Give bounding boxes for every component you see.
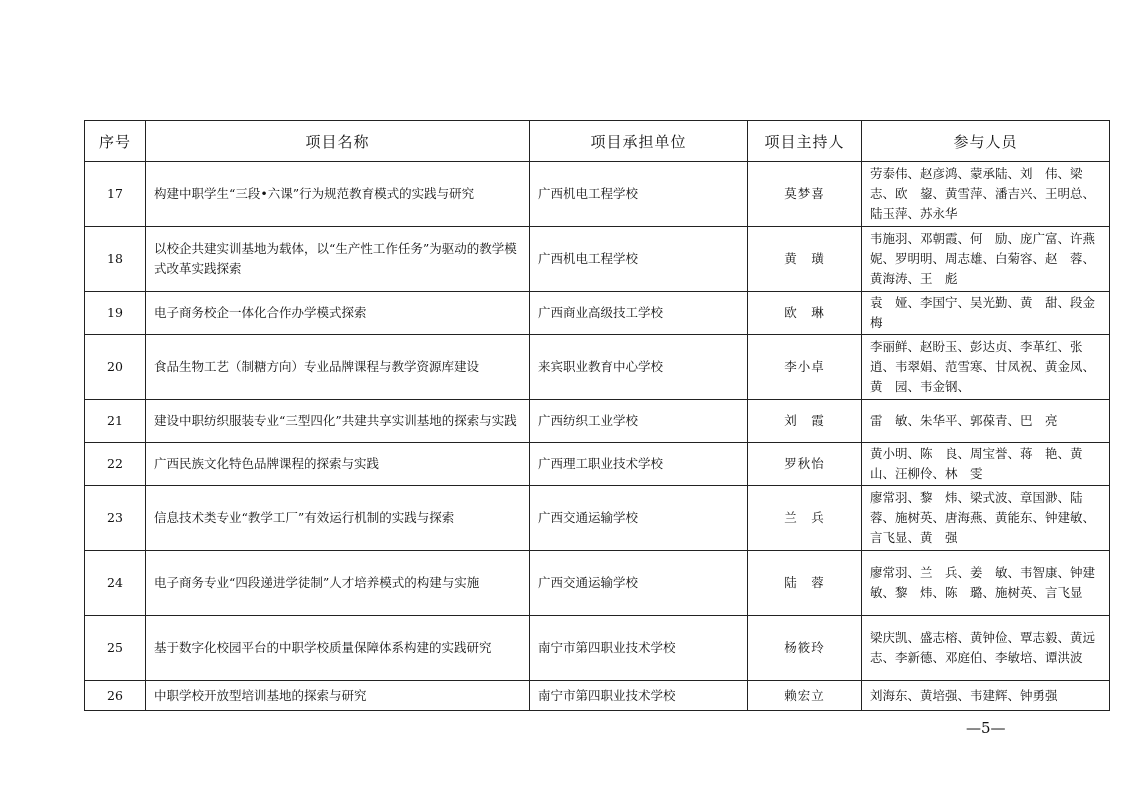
- row-participants: 李丽鲜、赵盼玉、彭达贞、李革红、张 逍、韦翠娟、范雪寒、甘凤祝、黄金凤、黄 园、韦金钢、: [862, 335, 1110, 400]
- table-row: [85, 616, 1110, 681]
- row-seq: 20: [85, 335, 146, 400]
- row-host: 莫梦喜: [748, 162, 862, 227]
- row-participants: 韦施羽、邓朝霞、何 励、庞广富、许燕妮、罗明明、周志雄、白菊容、赵 蓉、黄海涛、王 彪: [862, 227, 1110, 292]
- row-host: 杨筱玲: [748, 616, 862, 681]
- row-host: 罗秋怡: [748, 443, 862, 486]
- row-host: 欧 琳: [748, 292, 862, 335]
- project-table: [84, 120, 1110, 711]
- header-participants: 参与人员: [862, 121, 1110, 162]
- row-seq: 26: [85, 681, 146, 711]
- table-row: [85, 227, 1110, 292]
- row-host: 刘 霞: [748, 400, 862, 443]
- row-participants: 袁 娅、李国宁、吴光勤、黄 甜、段金梅: [862, 292, 1110, 335]
- header-unit: 项目承担单位: [530, 121, 748, 162]
- row-unit: 广西交通运输学校: [530, 486, 748, 551]
- row-host: 赖宏立: [748, 681, 862, 711]
- header-project-name: 项目名称: [146, 121, 530, 162]
- row-unit: 广西机电工程学校: [530, 162, 748, 227]
- row-project-name: 构建中职学生“三段•六课”行为规范教育模式的实践与研究: [146, 162, 530, 227]
- row-project-name: 基于数字化校园平台的中职学校质量保障体系构建的实践研究: [146, 616, 530, 681]
- row-participants: 劳泰伟、赵彦鸿、蒙承陆、刘 伟、梁 志、欧 鋆、黄雪萍、潘吉兴、王明总、陆玉萍、苏永华: [862, 162, 1110, 227]
- row-participants: 廖常羽、黎 炜、梁式波、章国渺、陆 蓉、施树英、唐海燕、黄能东、钟建敏、言飞显、黄 强: [862, 486, 1110, 551]
- row-seq: 22: [85, 443, 146, 486]
- row-project-name: 广西民族文化特色品牌课程的探索与实践: [146, 443, 530, 486]
- row-unit: 广西机电工程学校: [530, 227, 748, 292]
- row-participants: 廖常羽、兰 兵、姜 敏、韦智康、钟建敏、黎 炜、陈 璐、施树英、言飞显: [862, 551, 1110, 616]
- row-unit: 广西理工职业技术学校: [530, 443, 748, 486]
- row-host: 李小卓: [748, 335, 862, 400]
- table-row: [85, 486, 1110, 551]
- header-seq: 序号: [85, 121, 146, 162]
- row-seq: 17: [85, 162, 146, 227]
- page-number: —5—: [966, 719, 1006, 737]
- header-host: 项目主持人: [748, 121, 862, 162]
- table-row: [85, 162, 1110, 227]
- row-host: 陆 蓉: [748, 551, 862, 616]
- table-row: [85, 292, 1110, 335]
- row-project-name: 信息技术类专业“教学工厂”有效运行机制的实践与探索: [146, 486, 530, 551]
- row-seq: 19: [85, 292, 146, 335]
- row-project-name: 建设中职纺织服装专业“三型四化”共建共享实训基地的探索与实践: [146, 400, 530, 443]
- row-seq: 23: [85, 486, 146, 551]
- table-row: [85, 400, 1110, 443]
- row-project-name: 食品生物工艺（制糖方向）专业品牌课程与教学资源库建设: [146, 335, 530, 400]
- row-project-name: 电子商务校企一体化合作办学模式探索: [146, 292, 530, 335]
- row-unit: 广西商业高级技工学校: [530, 292, 748, 335]
- table-row: [85, 443, 1110, 486]
- row-project-name: 以校企共建实训基地为载体，以“生产性工作任务”为驱动的教学模式改革实践探索: [146, 227, 530, 292]
- row-seq: 21: [85, 400, 146, 443]
- row-project-name: 电子商务专业“四段递进学徒制”人才培养模式的构建与实施: [146, 551, 530, 616]
- row-seq: 25: [85, 616, 146, 681]
- row-seq: 24: [85, 551, 146, 616]
- table-row: [85, 551, 1110, 616]
- row-participants: 黄小明、陈 良、周宝誉、蒋 艳、黄 山、汪柳伶、林 雯: [862, 443, 1110, 486]
- table-row: [85, 335, 1110, 400]
- table-header-row: [85, 121, 1110, 162]
- row-seq: 18: [85, 227, 146, 292]
- row-project-name: 中职学校开放型培训基地的探索与研究: [146, 681, 530, 711]
- row-host: 黄 璜: [748, 227, 862, 292]
- row-participants: 梁庆凯、盛志榕、黄钟俭、覃志毅、黄远志、李新德、邓庭伯、李敏培、谭洪波: [862, 616, 1110, 681]
- row-host: 兰 兵: [748, 486, 862, 551]
- row-unit: 南宁市第四职业技术学校: [530, 681, 748, 711]
- row-participants: 雷 敏、朱华平、郭葆青、巴 亮: [862, 400, 1110, 443]
- row-unit: 广西纺织工业学校: [530, 400, 748, 443]
- row-unit: 来宾职业教育中心学校: [530, 335, 748, 400]
- row-unit: 南宁市第四职业技术学校: [530, 616, 748, 681]
- table-row: [85, 681, 1110, 711]
- row-participants: 刘海东、黄培强、韦建辉、钟勇强: [862, 681, 1110, 711]
- row-unit: 广西交通运输学校: [530, 551, 748, 616]
